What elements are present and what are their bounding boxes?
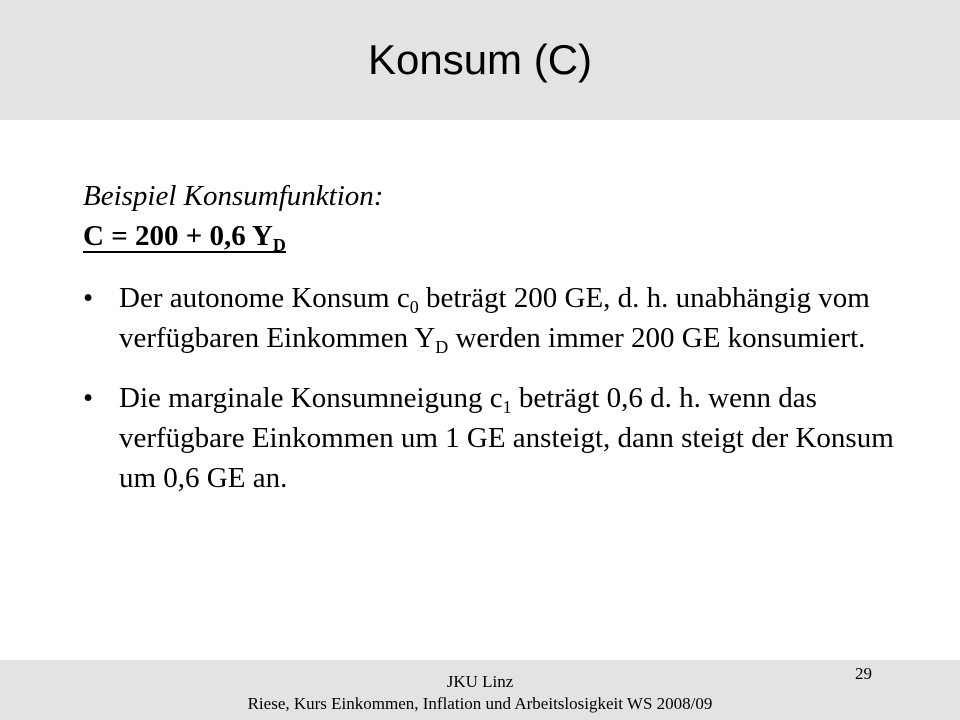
bullet-text-segment: beträgt 0,6 d. h. wenn das verfügbare Einkommen um 1 GE ansteigt, dann steigt der Konsum um 0,6 GE an. [119, 382, 894, 494]
formula-underline [83, 221, 286, 253]
slide-title: Konsum (C) [367, 36, 593, 83]
bullet-text-segment: Der autonome Konsum c [119, 282, 410, 314]
bullet-text-segment: werden immer 200 GE konsumiert. [448, 322, 866, 354]
consumption-formula [83, 216, 903, 256]
bullet-text-segment: beträgt 200 GE, d. h. unabhängig vom verfügbaren Einkommen Y [119, 282, 870, 354]
bullet-autonomous-consumption [83, 278, 919, 358]
footer-institution: JKU Linz [446, 672, 514, 691]
formula-main: C = 200 + 0,6 Y [83, 220, 273, 252]
bullet-marginal-propensity [83, 378, 919, 498]
footer-band [0, 660, 960, 720]
subscript: 1 [502, 396, 512, 417]
slide-content [83, 176, 903, 518]
subscript: D [435, 336, 449, 357]
bullet-icon: • [83, 282, 94, 314]
bullet-list [83, 278, 903, 498]
intro-text: Beispiel Konsumfunktion: [83, 180, 384, 212]
page-number: 29 [855, 664, 872, 683]
footer-course: Riese, Kurs Einkommen, Inflation und Arbeitslosigkeit WS 2008/09 [247, 694, 713, 713]
subscript: 0 [409, 296, 419, 317]
formula-subscript: D [272, 234, 286, 255]
bullet-icon: • [83, 382, 94, 414]
bullet-text-segment: Die marginale Konsumneigung c [119, 382, 503, 414]
